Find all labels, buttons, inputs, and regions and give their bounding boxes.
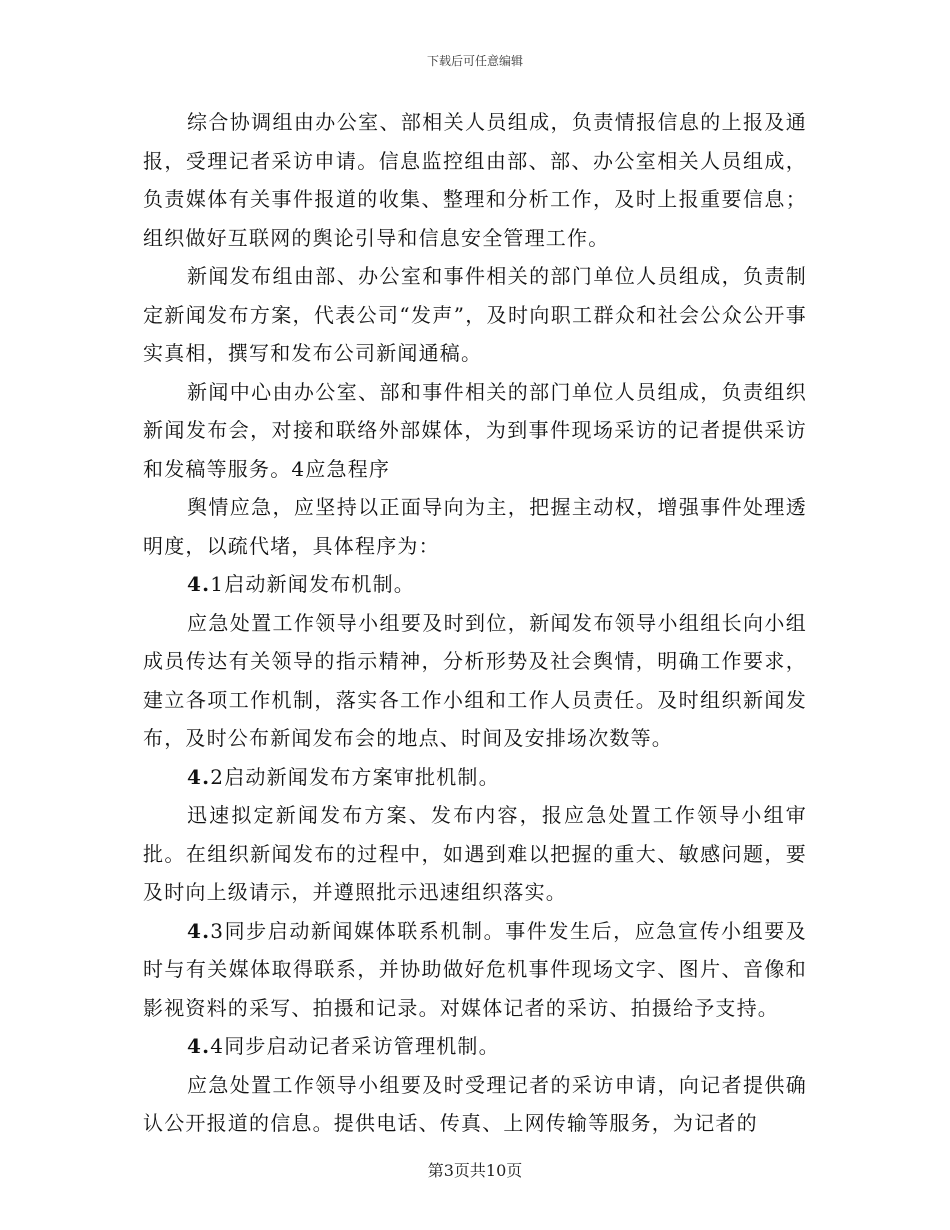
section-heading-4-1 (143, 565, 807, 604)
section-heading-text: 1启动新闻发布机制。 (210, 572, 416, 596)
section-heading-4-3 (143, 912, 807, 1028)
section-heading-text: 4同步启动记者采访管理机制。 (210, 1034, 500, 1058)
section-body-4-1: 应急处置工作领导小组要及时到位，新闻发布领导小组组长向小组成员传达有关领导的指示精神，分析形势及社会舆情，明确工作要求，建立各项工作机制，落实各工作小组和工作人员责任。及时组织新闻发布，及时公布新闻发布会的地点、时间及安排场次数等。 (143, 610, 807, 750)
paragraph-news-center: 新闻中心由办公室、部和事件相关的部门单位人员组成，负责组织新闻发布会，对接和联络外部媒体，为到事件现场采访的记者提供采访和发稿等服务。4应急程序 (143, 379, 807, 481)
page-header: 下载后可任意编辑 (426, 54, 523, 68)
section-number: 4. (187, 1034, 211, 1058)
document-body (143, 103, 807, 1143)
section-number: 4. (187, 918, 211, 943)
page-footer: 第3页共10页 (427, 1161, 523, 1180)
section-heading-text: 3同步启动新闻媒体联系机制。事件发生后，应急宣传小组要及时与有关媒体取得联系，并协助做好危机事件现场文字、图片、音像和影视资料的采写、拍摄和记录。对媒体记者的采访、拍摄给予支持。 (143, 918, 807, 1020)
section-heading-text: 2启动新闻发布方案审批机制。 (210, 764, 500, 789)
section-body-4-2: 迅速拟定新闻发布方案、发布内容，报应急处置工作领导小组审批。在组织新闻发布的过程中，如遇到难以把握的重大、敏感问题，要及时向上级请示，并遵照批示迅速组织落实。 (143, 803, 807, 904)
section-body-4-4: 应急处置工作领导小组要及时受理记者的采访申请，向记者提供确认公开报道的信息。提供电话、传真、上网传输等服务，为记者的 (143, 1072, 807, 1135)
section-number: 4. (187, 764, 211, 789)
section-number: 4. (187, 572, 211, 596)
section-heading-4-2 (143, 758, 807, 797)
paragraph-press-release-group: 新闻发布组由部、办公室和事件相关的部门单位人员组成，负责制定新闻发布方案，代表公司“发声”，及时向职工群众和社会公众公开事实真相，撰写和发布公司新闻通稿。 (143, 264, 807, 365)
paragraph-coordination-group: 综合协调组由办公室、部相关人员组成，负责情报信息的上报及通报，受理记者采访申请。信息监控组由部、部、办公室相关人员组成，负责媒体有关事件报道的收集、整理和分析工作，及时上报重要信息；组织做好互联网的舆论引导和信息安全管理工作。 (143, 110, 807, 250)
section-heading-4-4 (143, 1027, 807, 1066)
paragraph-emergency-intro: 舆情应急，应坚持以正面导向为主，把握主动权，增强事件处理透明度，以疏代堵，具体程序为： (143, 495, 807, 558)
